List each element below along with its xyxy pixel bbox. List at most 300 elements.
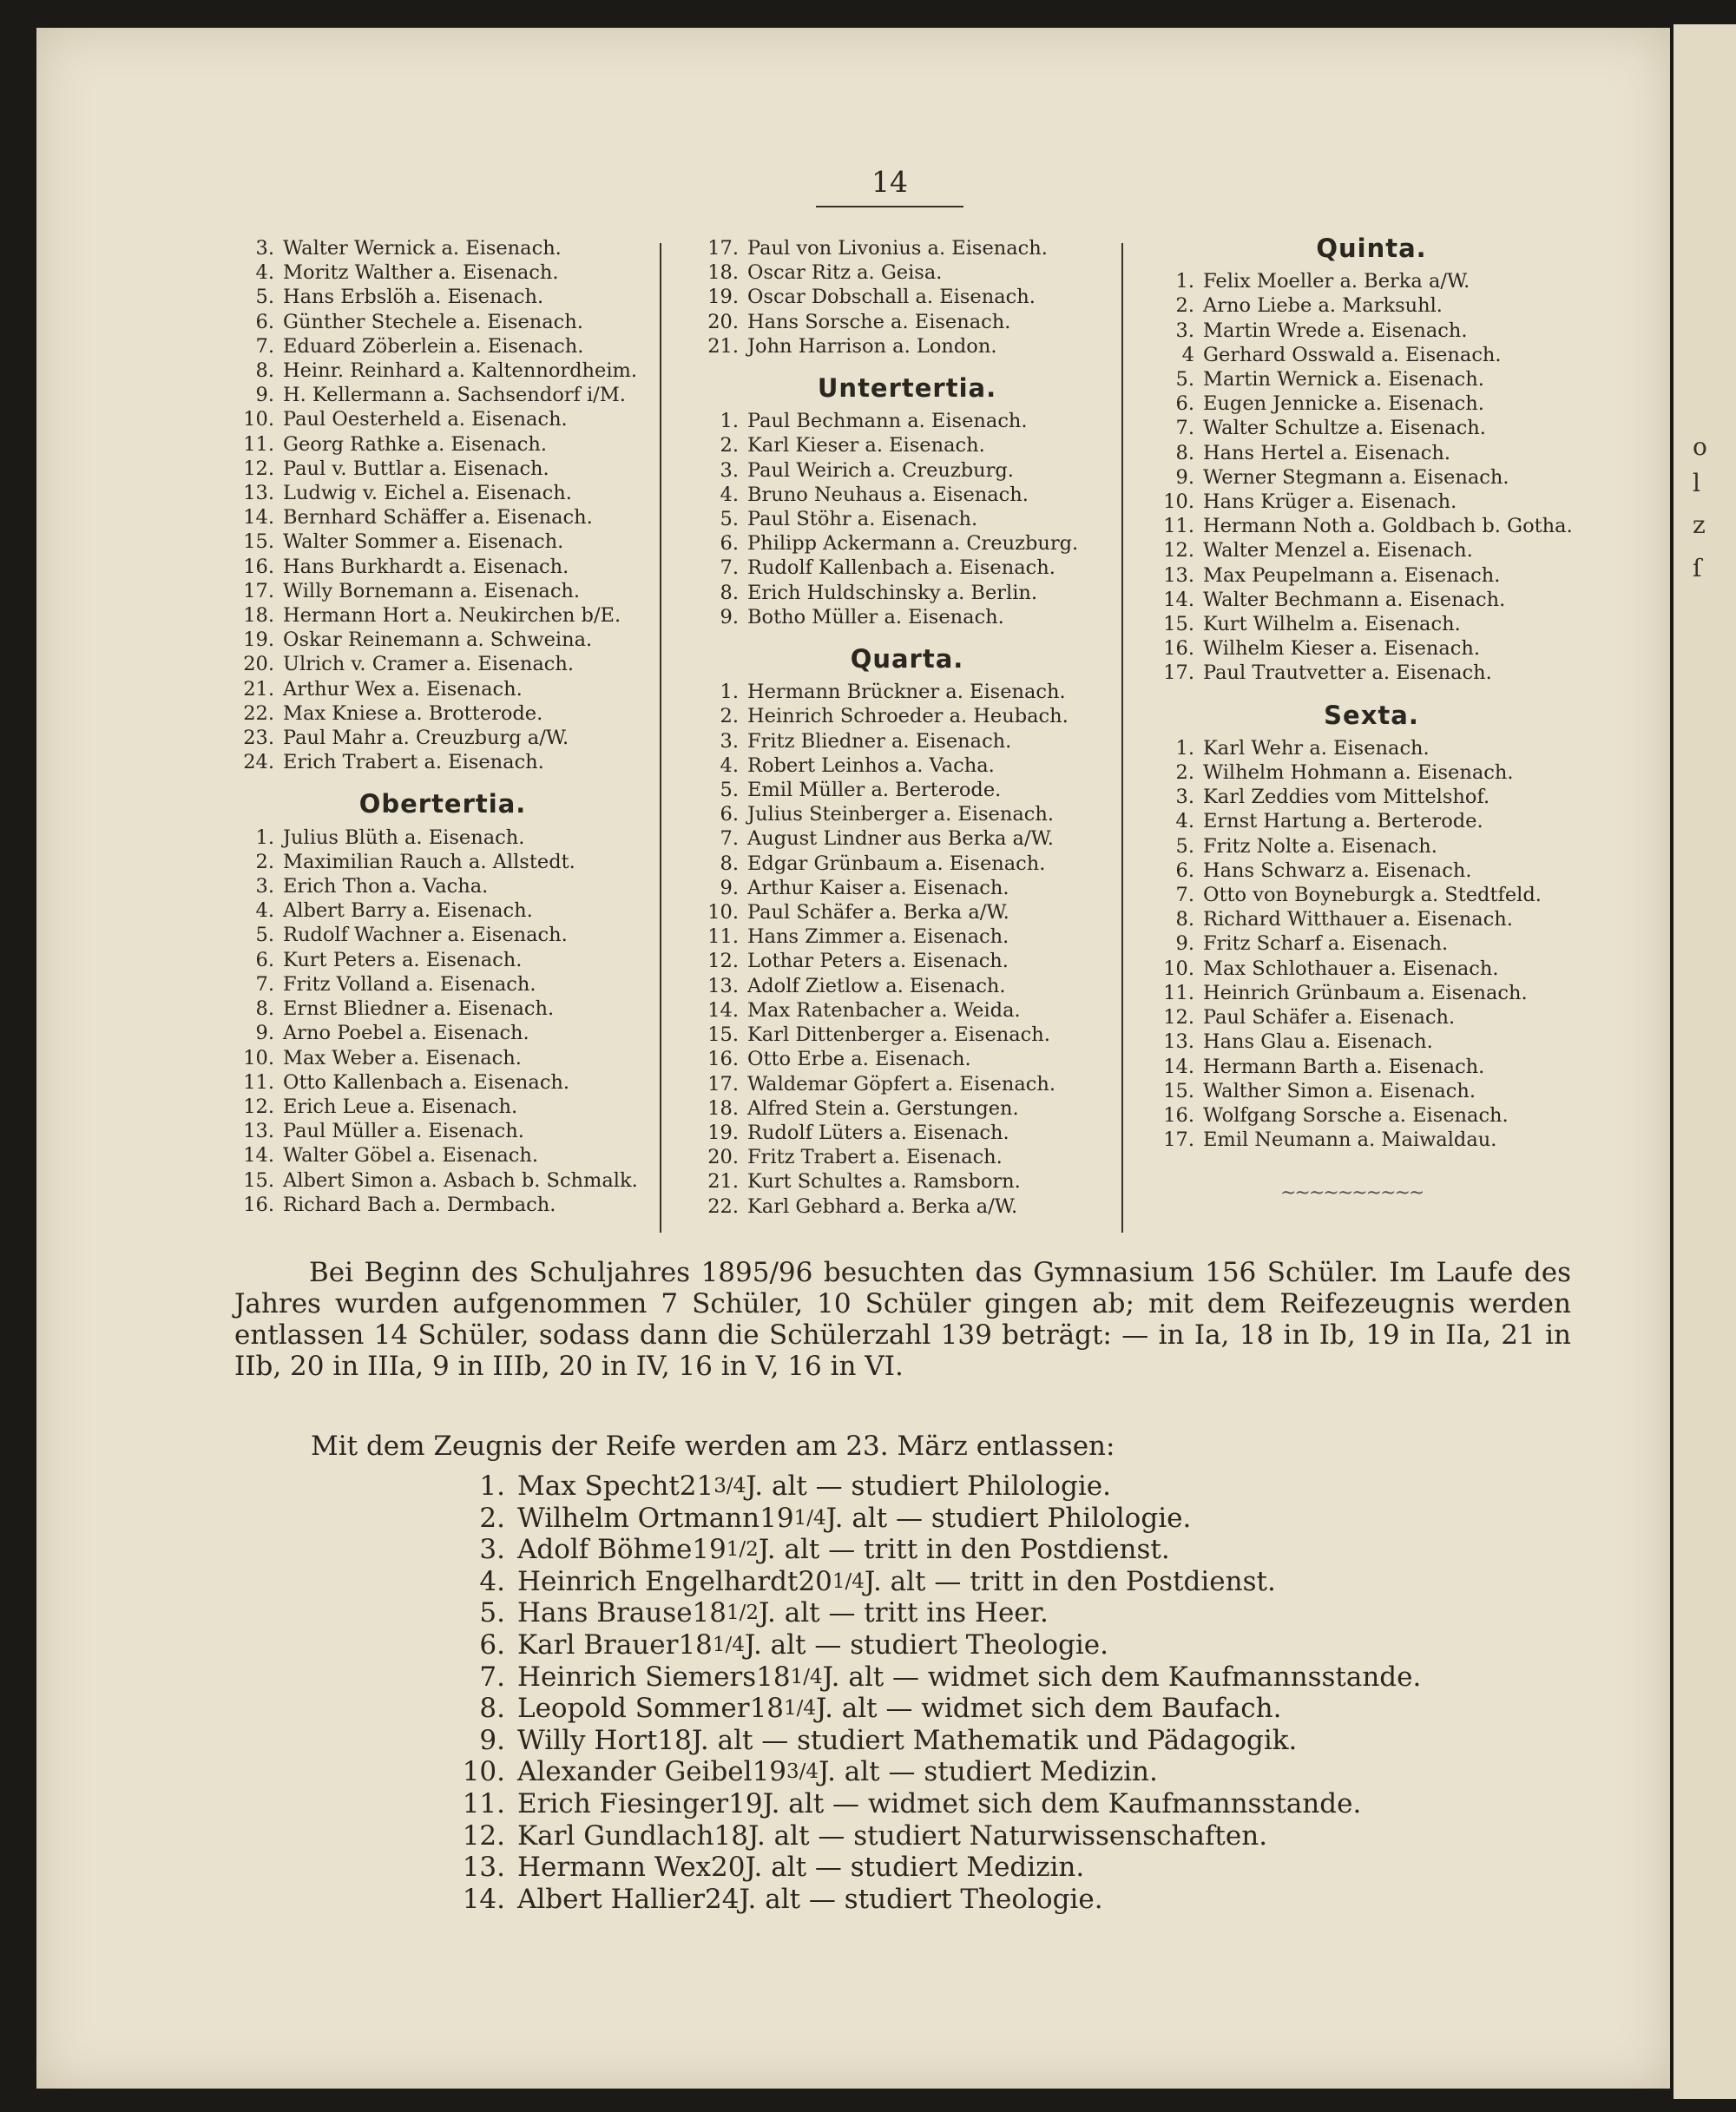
list-item <box>1146 612 1597 636</box>
list-item-number: 5. <box>255 924 274 947</box>
graduate-number: 7. <box>479 1661 505 1693</box>
list-item <box>226 407 660 431</box>
section-heading-untertertia: Untertertia. <box>817 373 997 404</box>
column-divider <box>660 243 661 1233</box>
list-item-number: 10. <box>707 901 739 924</box>
list-item-number: 14. <box>243 506 274 530</box>
list-item <box>690 310 1124 334</box>
list-item-number: 21. <box>243 677 274 701</box>
list-item-number: 13. <box>1163 1030 1194 1054</box>
graduate-age: 18 <box>678 1628 713 1661</box>
list-item-text: Erich Thon a. Vacha. <box>283 875 489 898</box>
graduate-number: 1. <box>479 1471 505 1502</box>
list-item-number: 18. <box>707 261 739 285</box>
list-item-number: 20. <box>707 310 739 333</box>
list-item-number: 7. <box>255 972 274 996</box>
list-item <box>226 432 660 457</box>
list-item-text: Heinrich Grünbaum a. Eisenach. <box>1203 981 1528 1004</box>
list-item-number: 6. <box>720 532 739 556</box>
list-item-text: Otto Kallenbach a. Eisenach. <box>283 1070 570 1094</box>
list-item-text: Hans Hertel a. Eisenach. <box>1203 441 1450 464</box>
list-item-text: Kurt Wilhelm a. Eisenach. <box>1203 613 1461 636</box>
class-list-continued <box>226 236 660 774</box>
list-item-number: 12. <box>1163 539 1194 563</box>
graduate-remark: J. alt — studiert Medizin. <box>819 1756 1158 1788</box>
list-item-text: Karl Dittenberger a. Eisenach. <box>747 1023 1050 1047</box>
list-item-text: Max Weber a. Eisenach. <box>283 1046 522 1069</box>
graduates-list <box>451 1471 1421 1915</box>
list-item <box>226 1119 660 1143</box>
list-item-text: Botho Müller a. Eisenach. <box>747 605 1004 628</box>
graduate-remark: J. alt — studiert Mathematik und Pädagogik. <box>691 1724 1298 1756</box>
list-item-number: 5. <box>720 508 739 531</box>
list-item <box>1146 416 1597 440</box>
list-item-number: 9. <box>1175 932 1194 956</box>
graduate-age: 18 <box>657 1724 692 1756</box>
list-item-number: 10. <box>243 408 274 431</box>
list-item-text: Paul Schäfer a. Eisenach. <box>1203 1006 1456 1030</box>
list-item-text: Hans Sorsche a. Eisenach. <box>747 310 1011 333</box>
list-item-text: Fritz Bliedner a. Eisenach. <box>747 729 1012 753</box>
class-list-quinta <box>1146 269 1597 685</box>
list-item-number: 8. <box>720 581 739 604</box>
list-item-number: 11. <box>1163 515 1194 538</box>
list-item-number: 6. <box>255 310 274 333</box>
graduate-age-fraction: 1/4 <box>712 1633 745 1656</box>
list-item-text: Paul Weirich a. Creuzburg. <box>747 458 1014 482</box>
list-item-number: 17. <box>1163 1128 1194 1152</box>
graduate-remark: J. alt — tritt in den Postdienst. <box>758 1534 1170 1566</box>
list-item-text: Arthur Wex a. Eisenach. <box>283 677 523 701</box>
list-item-text: Paul Schäfer a. Berka a/W. <box>747 901 1009 924</box>
list-item-text: Arno Liebe a. Marksuhl. <box>1203 294 1443 318</box>
graduate-remark: J. alt — studiert Naturwissenschaften. <box>747 1819 1268 1852</box>
list-item-text: Rudolf Kallenbach a. Eisenach. <box>747 556 1055 580</box>
list-item <box>690 409 1124 433</box>
list-item-text: Arthur Kaiser a. Eisenach. <box>747 876 1009 899</box>
graduate-name: Albert Hallier <box>517 1883 706 1915</box>
list-item-number: 14. <box>1163 588 1194 611</box>
list-item <box>690 1169 1124 1194</box>
graduate-age-fraction: 1/2 <box>727 1602 760 1625</box>
list-item <box>1146 563 1597 588</box>
list-item-number: 1. <box>1175 270 1194 293</box>
graduate-age: 20 <box>798 1565 832 1597</box>
list-item-text: Willy Bornemann a. Eisenach. <box>283 579 581 602</box>
list-item-number: 3. <box>1175 319 1194 342</box>
list-item-number: 16. <box>707 1048 739 1071</box>
list-item <box>690 605 1124 629</box>
list-item-number: 21. <box>707 334 739 358</box>
list-item-number: 7. <box>255 334 274 358</box>
list-item-number: 21. <box>707 1170 739 1194</box>
list-item-text: Fritz Trabert a. Eisenach. <box>747 1146 1003 1169</box>
list-item-number: 9. <box>255 1022 274 1045</box>
list-item <box>690 581 1124 605</box>
list-item <box>226 1070 660 1095</box>
list-item <box>690 1047 1124 1071</box>
list-item-text: Max Kniese a. Brotterode. <box>283 701 543 725</box>
list-item <box>1146 760 1597 785</box>
list-item-text: Hans Schwarz a. Eisenach. <box>1203 859 1472 882</box>
graduate-age-fraction: 3/4 <box>713 1475 746 1497</box>
list-item-text: Ulrich v. Cramer a. Eisenach. <box>283 653 574 676</box>
graduate-remark: J. alt — widmet sich dem Baufach. <box>816 1693 1282 1725</box>
graduate-name: Karl Brauer <box>517 1628 679 1661</box>
column-1 <box>226 236 660 1217</box>
list-item <box>1146 588 1597 612</box>
list-item-text: Eduard Zöberlein a. Eisenach. <box>283 334 584 358</box>
list-item <box>1146 1079 1597 1103</box>
list-item-text: Hermann Hort a. Neukirchen b/E. <box>283 604 621 628</box>
list-item-number: 3. <box>720 729 739 753</box>
list-item-number: 7. <box>720 556 739 580</box>
list-item-text: Walter Wernick a. Eisenach. <box>283 237 562 260</box>
graduate-age-fraction: 3/4 <box>786 1760 819 1784</box>
graduate-name: Hans Brause <box>517 1597 693 1629</box>
list-item-number: 9. <box>720 605 739 628</box>
list-item-text: Lothar Peters a. Eisenach. <box>747 950 1009 973</box>
list-item-text: Emil Neumann a. Maiwaldau. <box>1203 1128 1497 1152</box>
graduate-number: 5. <box>479 1597 505 1629</box>
list-item <box>226 1021 660 1045</box>
list-item-text: Martin Wrede a. Eisenach. <box>1203 319 1468 342</box>
list-item <box>226 1143 660 1168</box>
list-item-number: 6. <box>1175 859 1194 882</box>
list-item-number: 4. <box>255 261 274 285</box>
list-item-text: Paul Mahr a. Creuzburg a/W. <box>283 727 569 750</box>
list-item-text: Walter Bechmann a. Eisenach. <box>1203 588 1506 611</box>
list-item <box>226 652 660 676</box>
list-item <box>226 850 660 874</box>
list-item-number: 20. <box>707 1146 739 1169</box>
graduate-age: 18 <box>692 1597 727 1629</box>
list-item-text: Erich Leue a. Eisenach. <box>283 1095 518 1118</box>
list-item-number: 4. <box>720 753 739 777</box>
adjacent-page-fragment: l <box>1693 469 1700 497</box>
list-item-number: 10. <box>1163 490 1194 514</box>
list-item <box>226 285 660 309</box>
list-item-number: 13. <box>243 1120 274 1143</box>
list-item <box>1146 465 1597 490</box>
graduate-number: 6. <box>479 1628 505 1661</box>
list-item-text: Werner Stegmann a. Eisenach. <box>1203 465 1509 489</box>
list-item <box>690 1121 1124 1145</box>
list-item-text: Georg Rathke a. Eisenach. <box>283 432 548 456</box>
list-item-text: Albert Simon a. Asbach b. Schmalk. <box>283 1168 638 1192</box>
graduate-remark: J. alt — tritt ins Heer. <box>759 1597 1049 1629</box>
list-item <box>226 1168 660 1193</box>
list-item <box>226 972 660 997</box>
list-item <box>226 826 660 850</box>
list-item <box>226 701 660 726</box>
list-item <box>226 1046 660 1070</box>
list-item-number: 12. <box>243 1095 274 1118</box>
list-item-text: Kurt Schultes a. Ramsborn. <box>747 1170 1021 1194</box>
list-item-text: Walter Schultze a. Eisenach. <box>1203 417 1486 440</box>
list-item-number: 1. <box>255 826 274 849</box>
list-item <box>690 998 1124 1023</box>
list-item-number: 15. <box>1163 1079 1194 1102</box>
graduate-row <box>451 1725 1421 1757</box>
list-item-number: 22. <box>243 701 274 725</box>
list-item <box>1146 343 1597 367</box>
list-item <box>1146 931 1597 956</box>
list-item-text: Hermann Noth a. Goldbach b. Gotha. <box>1203 515 1573 538</box>
graduate-age: 19 <box>692 1534 727 1566</box>
list-item-text: Edgar Grünbaum a. Eisenach. <box>747 852 1046 875</box>
graduate-name: Max Specht <box>517 1471 680 1502</box>
list-item <box>690 1145 1124 1169</box>
graduate-row <box>451 1788 1421 1820</box>
list-item <box>690 876 1124 900</box>
list-item-text: Maximilian Rauch a. Allstedt. <box>283 850 575 873</box>
list-item-text: Fritz Volland a. Eisenach. <box>283 972 536 996</box>
list-item-text: Oscar Dobschall a. Eisenach. <box>747 286 1036 309</box>
list-item <box>226 997 660 1021</box>
list-item <box>1146 636 1597 661</box>
graduate-remark: J. alt — widmet sich dem Kaufmannsstande. <box>822 1661 1422 1693</box>
list-item-number: 11. <box>243 1070 274 1094</box>
graduates-intro: Mit dem Zeugnis der Reife werden am 23. März entlassen: <box>311 1431 1115 1462</box>
list-item-text: Eugen Jennicke a. Eisenach. <box>1203 392 1484 416</box>
list-item-number: 16. <box>243 555 274 578</box>
list-item <box>1146 883 1597 907</box>
list-item-number: 24. <box>243 751 274 774</box>
list-item-text: H. Kellermann a. Sachsendorf i/M. <box>283 384 626 407</box>
list-item-number: 6. <box>720 803 739 826</box>
list-item <box>1146 809 1597 833</box>
list-item-number: 23. <box>243 727 274 750</box>
list-item-text: Karl Zeddies vom Mittelshof. <box>1203 786 1490 809</box>
list-item-text: August Lindner aus Berka a/W. <box>747 827 1054 851</box>
list-item-number: 9. <box>1175 465 1194 489</box>
graduate-name: Karl Gundlach <box>517 1819 714 1852</box>
list-item-text: Otto Erbe a. Eisenach. <box>747 1048 971 1071</box>
list-item-number: 11. <box>1163 981 1194 1004</box>
list-item-number: 10. <box>243 1046 274 1069</box>
list-item-number: 9. <box>255 384 274 407</box>
list-item-text: Wolfgang Sorsche a. Eisenach. <box>1203 1103 1509 1127</box>
list-item-number: 13. <box>1163 563 1194 587</box>
list-item <box>690 556 1124 580</box>
list-item-number: 4. <box>1175 810 1194 833</box>
class-list-obertertia <box>226 826 660 1217</box>
graduate-row <box>451 1756 1421 1788</box>
list-item-number: 12. <box>243 457 274 480</box>
list-item <box>690 507 1124 531</box>
list-item-text: John Harrison a. London. <box>747 334 997 358</box>
list-item-text: Julius Blüth a. Eisenach. <box>283 826 525 849</box>
list-item-text: Erich Huldschinsky a. Berlin. <box>747 581 1038 604</box>
list-item <box>690 433 1124 457</box>
graduate-number: 2. <box>479 1502 505 1534</box>
list-item-text: Ernst Hartung a. Berterode. <box>1203 810 1483 833</box>
list-item-text: Paul Müller a. Eisenach. <box>283 1120 524 1143</box>
list-item <box>226 726 660 750</box>
list-item-text: Richard Witthauer a. Eisenach. <box>1203 908 1513 931</box>
list-item <box>690 1194 1124 1219</box>
list-item-text: Philipp Ackermann a. Creuzburg. <box>747 532 1079 556</box>
list-item-text: Hans Zimmer a. Eisenach. <box>747 925 1009 949</box>
ornamental-divider: ~~~~~~~~~~ <box>1280 1182 1424 1204</box>
list-item <box>1146 514 1597 538</box>
list-item <box>226 948 660 972</box>
list-item-number: 17. <box>243 579 274 602</box>
graduate-age-fraction: 1/4 <box>832 1569 865 1593</box>
list-item-text: Bruno Neuhaus a. Eisenach. <box>747 483 1029 506</box>
list-item <box>226 310 660 334</box>
graduate-row <box>451 1503 1421 1535</box>
graduate-row <box>451 1597 1421 1629</box>
graduate-name: Wilhelm Ortmann <box>517 1502 760 1534</box>
list-item-text: Paul v. Buttlar a. Eisenach. <box>283 457 549 480</box>
graduate-name: Willy Hort <box>517 1724 658 1756</box>
list-item-number: 6. <box>255 948 274 971</box>
list-item-number: 4 <box>1181 343 1194 366</box>
graduate-row <box>451 1471 1421 1503</box>
graduate-age: 24 <box>705 1883 740 1915</box>
graduate-name: Leopold Sommer <box>517 1693 750 1725</box>
graduate-row <box>451 1661 1421 1694</box>
graduate-row <box>451 1820 1421 1852</box>
list-item-number: 5. <box>1175 834 1194 858</box>
list-item-text: Walter Sommer a. Eisenach. <box>283 530 564 554</box>
list-item-number: 7. <box>1175 884 1194 907</box>
list-item <box>226 457 660 481</box>
list-item-text: Erich Trabert a. Eisenach. <box>283 751 544 774</box>
graduate-name: Hermann Wex <box>517 1852 712 1884</box>
list-item-text: Emil Müller a. Berterode. <box>747 779 1002 802</box>
list-item-number: 14. <box>1163 1055 1194 1078</box>
list-item-text: Paul Trautvetter a. Eisenach. <box>1203 661 1492 685</box>
graduate-remark: J. alt — studiert Philologie. <box>825 1502 1192 1534</box>
graduate-number: 3. <box>479 1534 505 1566</box>
list-item-number: 12. <box>707 950 739 973</box>
list-item-text: Paul Stöhr a. Eisenach. <box>747 508 978 531</box>
graduate-name: Alexander Geibel <box>517 1756 753 1788</box>
list-item-number: 4. <box>255 899 274 923</box>
list-item <box>1146 269 1597 293</box>
list-item <box>1146 319 1597 343</box>
graduate-name: Erich Fiesinger <box>517 1787 729 1819</box>
graduate-age-fraction: 1/4 <box>784 1697 817 1721</box>
list-item <box>226 628 660 652</box>
list-item <box>690 778 1124 802</box>
list-item-number: 12. <box>1163 1006 1194 1030</box>
list-item-text: Walter Göbel a. Eisenach. <box>283 1144 538 1168</box>
list-item <box>690 802 1124 826</box>
list-item-number: 6. <box>1175 392 1194 416</box>
list-item-text: Hermann Barth a. Eisenach. <box>1203 1055 1485 1078</box>
list-item <box>1146 538 1597 563</box>
list-item <box>226 383 660 407</box>
list-item <box>1146 441 1597 465</box>
list-item-number: 4. <box>720 483 739 506</box>
list-item-text: Rudolf Wachner a. Eisenach. <box>283 924 568 947</box>
class-list-sexta <box>1146 736 1597 1152</box>
list-item <box>226 359 660 383</box>
graduate-age: 19 <box>760 1502 794 1534</box>
list-item-text: Alfred Stein a. Gerstungen. <box>747 1096 1019 1120</box>
list-item-text: Hans Burkhardt a. Eisenach. <box>283 555 569 578</box>
list-item-text: Felix Moeller a. Berka a/W. <box>1203 270 1470 293</box>
list-item-number: 2. <box>255 850 274 873</box>
column-2 <box>690 236 1124 1219</box>
list-item-number: 17. <box>707 1072 739 1095</box>
list-item <box>226 874 660 898</box>
list-item-number: 15. <box>1163 613 1194 636</box>
list-item <box>1146 1055 1597 1079</box>
graduate-number: 13. <box>462 1852 505 1884</box>
list-item-text: Martin Wernick a. Eisenach. <box>1203 368 1484 391</box>
list-item <box>226 603 660 628</box>
list-item-number: 15. <box>243 530 274 554</box>
graduate-remark: J. alt — studiert Theologie. <box>744 1628 1108 1661</box>
list-item <box>1146 1103 1597 1128</box>
list-item <box>226 923 660 947</box>
list-item-text: Walter Menzel a. Eisenach. <box>1203 539 1473 563</box>
list-item-number: 14. <box>243 1144 274 1168</box>
list-item <box>1146 1005 1597 1030</box>
list-item <box>690 924 1124 949</box>
list-item-number: 1. <box>720 681 739 704</box>
column-divider <box>1121 243 1123 1233</box>
adjacent-page-edge <box>1674 24 1736 2099</box>
list-item-text: Otto von Boyneburgk a. Stedtfeld. <box>1203 884 1542 907</box>
graduate-row <box>451 1534 1421 1566</box>
list-item-text: Ernst Bliedner a. Eisenach. <box>283 997 555 1021</box>
list-item <box>690 531 1124 556</box>
list-item-text: Paul Bechmann a. Eisenach. <box>747 410 1028 433</box>
list-item-text: Waldemar Göpfert a. Eisenach. <box>747 1072 1056 1095</box>
list-item <box>690 285 1124 309</box>
graduate-number: 8. <box>479 1693 505 1725</box>
list-item-text: Heinrich Schroeder a. Heubach. <box>747 705 1069 728</box>
list-item <box>690 900 1124 924</box>
list-item-text: Richard Bach a. Dermbach. <box>283 1193 556 1216</box>
list-item <box>1146 661 1597 685</box>
list-item-number: 22. <box>707 1194 739 1218</box>
graduate-remark: J. alt — studiert Medizin. <box>745 1852 1085 1884</box>
adjacent-page-fragment: z <box>1693 510 1706 539</box>
list-item-number: 7. <box>720 827 739 851</box>
graduate-number: 9. <box>479 1724 505 1756</box>
list-item <box>1146 859 1597 883</box>
list-item-number: 10. <box>1163 957 1194 980</box>
graduate-row <box>451 1884 1421 1916</box>
list-item <box>226 677 660 701</box>
list-item-text: Wilhelm Hohmann a. Eisenach. <box>1203 761 1514 785</box>
graduate-number: 12. <box>462 1819 505 1852</box>
list-item-text: Arno Poebel a. Eisenach. <box>283 1022 529 1045</box>
list-item-number: 8. <box>1175 908 1194 931</box>
list-item-text: Günther Stechele a. Eisenach. <box>283 310 583 333</box>
list-item-text: Oskar Reinemann a. Schweina. <box>283 628 593 652</box>
graduate-number: 14. <box>462 1883 505 1915</box>
list-item <box>690 458 1124 483</box>
list-item-number: 2. <box>720 705 739 728</box>
graduate-row <box>451 1629 1421 1661</box>
list-item-text: Hans Glau a. Eisenach. <box>1203 1030 1433 1054</box>
list-item <box>226 1193 660 1217</box>
list-item <box>690 974 1124 998</box>
list-item <box>1146 293 1597 318</box>
list-item-number: 8. <box>1175 441 1194 464</box>
list-item-text: Rudolf Lüters a. Eisenach. <box>747 1121 1009 1144</box>
graduate-age: 20 <box>711 1852 746 1884</box>
list-item-text: Karl Wehr a. Eisenach. <box>1203 736 1430 760</box>
